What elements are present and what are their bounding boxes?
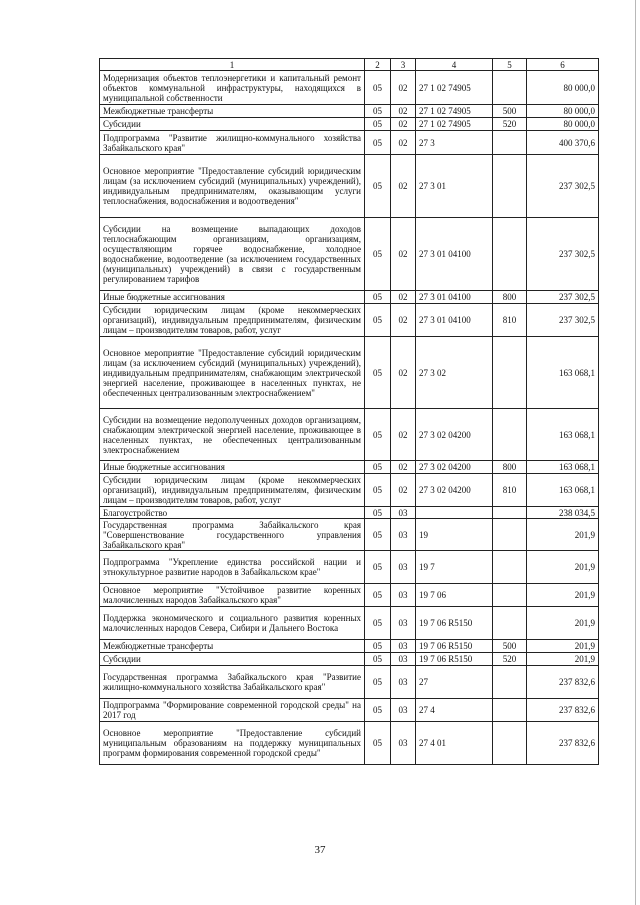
expense-type-cell bbox=[493, 507, 527, 519]
target-article-cell: 27 3 01 bbox=[416, 155, 493, 218]
target-article-cell: 27 1 02 74905 bbox=[416, 118, 493, 131]
table-row bbox=[100, 409, 599, 461]
expense-type-cell bbox=[493, 218, 527, 291]
subsection-cell: 02 bbox=[391, 409, 416, 461]
table-row bbox=[100, 607, 599, 640]
amount-cell: 237 302,5 bbox=[527, 218, 599, 291]
expense-type-cell: 810 bbox=[493, 474, 527, 507]
subsection-cell: 02 bbox=[391, 291, 416, 304]
amount-cell: 201,9 bbox=[527, 653, 599, 666]
subsection-cell: 03 bbox=[391, 640, 416, 653]
chapter-cell: 05 bbox=[365, 519, 391, 551]
subsection-cell: 03 bbox=[391, 666, 416, 699]
name-cell: Межбюджетные трансферты bbox=[100, 105, 365, 118]
header-cell: 5 bbox=[493, 59, 527, 71]
chapter-cell: 05 bbox=[365, 409, 391, 461]
amount-cell: 237 832,6 bbox=[527, 699, 599, 722]
amount-cell: 163 068,1 bbox=[527, 461, 599, 474]
target-article-cell bbox=[416, 507, 493, 519]
chapter-cell: 05 bbox=[365, 218, 391, 291]
name-cell: Субсидии на возмещение выпадающих доходов теплоснабжающим организациям, организациям, осуществляющим горячее водоснабжение, холодное водоснабжение, водоотведение (за исключением государственных (муниципальных) учреждений) в связи с государственным регулированием тарифов bbox=[100, 218, 365, 291]
table-row bbox=[100, 640, 599, 653]
chapter-cell: 05 bbox=[365, 699, 391, 722]
expense-type-cell bbox=[493, 155, 527, 218]
chapter-cell: 05 bbox=[365, 71, 391, 105]
expense-type-cell bbox=[493, 409, 527, 461]
table-row bbox=[100, 722, 599, 765]
subsection-cell: 03 bbox=[391, 699, 416, 722]
name-cell: Основное мероприятие "Предоставление субсидий муниципальным образованиям на поддержку муниципальных программ формирования современной городской среды" bbox=[100, 722, 365, 765]
chapter-cell: 05 bbox=[365, 607, 391, 640]
amount-cell: 237 302,5 bbox=[527, 155, 599, 218]
target-article-cell: 19 7 06 R5150 bbox=[416, 607, 493, 640]
subsection-cell: 03 bbox=[391, 653, 416, 666]
subsection-cell: 02 bbox=[391, 155, 416, 218]
amount-cell: 237 832,6 bbox=[527, 722, 599, 765]
subsection-cell: 02 bbox=[391, 337, 416, 409]
target-article-cell: 27 3 bbox=[416, 131, 493, 155]
chapter-cell: 05 bbox=[365, 291, 391, 304]
amount-cell: 80 000,0 bbox=[527, 71, 599, 105]
chapter-cell: 05 bbox=[365, 474, 391, 507]
chapter-cell: 05 bbox=[365, 551, 391, 584]
table-row bbox=[100, 131, 599, 155]
expense-type-cell: 500 bbox=[493, 105, 527, 118]
target-article-cell: 27 4 bbox=[416, 699, 493, 722]
target-article-cell: 27 3 01 04100 bbox=[416, 304, 493, 337]
chapter-cell: 05 bbox=[365, 722, 391, 765]
header-cell: 6 bbox=[527, 59, 599, 71]
subsection-cell: 03 bbox=[391, 551, 416, 584]
expense-type-cell bbox=[493, 131, 527, 155]
expense-type-cell bbox=[493, 551, 527, 584]
expense-type-cell: 810 bbox=[493, 304, 527, 337]
name-cell: Субсидии юридическим лицам (кроме некоммерческих организаций), индивидуальным предпринимателям, физическим лицам – производителям товаров, работ, услуг bbox=[100, 474, 365, 507]
table-row bbox=[100, 474, 599, 507]
expense-type-cell: 800 bbox=[493, 291, 527, 304]
table-row bbox=[100, 218, 599, 291]
table-row bbox=[100, 507, 599, 519]
target-article-cell: 19 7 06 bbox=[416, 584, 493, 607]
target-article-cell: 27 4 01 bbox=[416, 722, 493, 765]
target-article-cell: 27 3 01 04100 bbox=[416, 291, 493, 304]
name-cell: Субсидии bbox=[100, 118, 365, 131]
table-row bbox=[100, 551, 599, 584]
subsection-cell: 02 bbox=[391, 105, 416, 118]
chapter-cell: 05 bbox=[365, 105, 391, 118]
subsection-cell: 03 bbox=[391, 519, 416, 551]
target-article-cell: 27 3 02 04200 bbox=[416, 461, 493, 474]
target-article-cell: 27 3 02 bbox=[416, 337, 493, 409]
target-article-cell: 19 7 06 R5150 bbox=[416, 653, 493, 666]
amount-cell: 201,9 bbox=[527, 519, 599, 551]
target-article-cell: 27 3 02 04200 bbox=[416, 409, 493, 461]
subsection-cell: 02 bbox=[391, 118, 416, 131]
expense-type-cell bbox=[493, 699, 527, 722]
name-cell: Государственная программа Забайкальского края "Развитие жилищно-коммунального хозяйства Забайкальского края" bbox=[100, 666, 365, 699]
name-cell: Субсидии юридическим лицам (кроме некоммерческих организаций), индивидуальным предпринимателям, физическим лицам – производителям товаров, работ, услуг bbox=[100, 304, 365, 337]
scan-edge-line bbox=[635, 0, 636, 905]
amount-cell: 163 068,1 bbox=[527, 337, 599, 409]
table-row bbox=[100, 519, 599, 551]
table-row bbox=[100, 653, 599, 666]
name-cell: Иные бюджетные ассигнования bbox=[100, 461, 365, 474]
name-cell: Основное мероприятие "Предоставление субсидий юридическим лицам (за исключением субсидий (муниципальных) учреждений), индивидуальным предпринимателям, снабжающим электрической энергией население, проживающее в населенных пунктах, не обеспеченных централизованным электроснабжением" bbox=[100, 337, 365, 409]
name-cell: Подпрограмма "Формирование современной городской среды" на 2017 год bbox=[100, 699, 365, 722]
chapter-cell: 05 bbox=[365, 666, 391, 699]
subsection-cell: 02 bbox=[391, 304, 416, 337]
name-cell: Поддержка экономического и социального развития коренных малочисленных народов Севера, Сибири и Дальнего Востока bbox=[100, 607, 365, 640]
target-article-cell: 27 3 02 04200 bbox=[416, 474, 493, 507]
expense-type-cell bbox=[493, 337, 527, 409]
chapter-cell: 05 bbox=[365, 653, 391, 666]
amount-cell: 237 832,6 bbox=[527, 666, 599, 699]
header-cell: 1 bbox=[100, 59, 365, 71]
page-number: 37 bbox=[314, 844, 326, 856]
chapter-cell: 05 bbox=[365, 337, 391, 409]
amount-cell: 237 302,5 bbox=[527, 304, 599, 337]
name-cell: Государственная программа Забайкальского края "Совершенствование государственного управления Забайкальского края" bbox=[100, 519, 365, 551]
subsection-cell: 02 bbox=[391, 218, 416, 291]
amount-cell: 201,9 bbox=[527, 640, 599, 653]
name-cell: Модернизация объектов теплоэнергетики и капитальный ремонт объектов коммунальной инфраструктуры, находящихся в муниципальной собственности bbox=[100, 71, 365, 105]
table-row bbox=[100, 304, 599, 337]
header-cell: 3 bbox=[391, 59, 416, 71]
chapter-cell: 05 bbox=[365, 507, 391, 519]
target-article-cell: 27 1 02 74905 bbox=[416, 105, 493, 118]
chapter-cell: 05 bbox=[365, 584, 391, 607]
target-article-cell: 19 7 06 R5150 bbox=[416, 640, 493, 653]
expense-type-cell: 520 bbox=[493, 653, 527, 666]
header-cell: 4 bbox=[416, 59, 493, 71]
chapter-cell: 05 bbox=[365, 118, 391, 131]
name-cell: Субсидии bbox=[100, 653, 365, 666]
expense-type-cell bbox=[493, 584, 527, 607]
table-row bbox=[100, 118, 599, 131]
subsection-cell: 03 bbox=[391, 507, 416, 519]
table-row bbox=[100, 71, 599, 105]
expense-type-cell: 520 bbox=[493, 118, 527, 131]
name-cell: Межбюджетные трансферты bbox=[100, 640, 365, 653]
chapter-cell: 05 bbox=[365, 304, 391, 337]
table-row bbox=[100, 337, 599, 409]
subsection-cell: 03 bbox=[391, 722, 416, 765]
amount-cell: 201,9 bbox=[527, 584, 599, 607]
amount-cell: 238 034,5 bbox=[527, 507, 599, 519]
amount-cell: 80 000,0 bbox=[527, 118, 599, 131]
subsection-cell: 02 bbox=[391, 474, 416, 507]
target-article-cell: 27 1 02 74905 bbox=[416, 71, 493, 105]
name-cell: Основное мероприятие "Устойчивое развитие коренных малочисленных народов Забайкальского края" bbox=[100, 584, 365, 607]
header-cell: 2 bbox=[365, 59, 391, 71]
chapter-cell: 05 bbox=[365, 461, 391, 474]
expense-type-cell: 800 bbox=[493, 461, 527, 474]
subsection-cell: 02 bbox=[391, 71, 416, 105]
amount-cell: 201,9 bbox=[527, 607, 599, 640]
expense-type-cell bbox=[493, 71, 527, 105]
table-row bbox=[100, 105, 599, 118]
amount-cell: 80 000,0 bbox=[527, 105, 599, 118]
target-article-cell: 19 bbox=[416, 519, 493, 551]
target-article-cell: 19 7 bbox=[416, 551, 493, 584]
expense-type-cell bbox=[493, 607, 527, 640]
table-row bbox=[100, 584, 599, 607]
expense-type-cell bbox=[493, 666, 527, 699]
target-article-cell: 27 3 01 04100 bbox=[416, 218, 493, 291]
name-cell: Благоустройство bbox=[100, 507, 365, 519]
name-cell: Основное мероприятие "Предоставление субсидий юридическим лицам (за исключением субсидий (муниципальных) учреждений), индивидуальным предпринимателям, оказывающим услуги теплоснабжения, водоснабжения и водоотведения" bbox=[100, 155, 365, 218]
subsection-cell: 03 bbox=[391, 584, 416, 607]
name-cell: Субсидии на возмещение недополученных доходов организациям, снабжающим электрической энергией население, проживающее в населенных пунктах, не обеспеченных централизованным электроснабжением bbox=[100, 409, 365, 461]
table-row bbox=[100, 699, 599, 722]
budget-table bbox=[99, 58, 599, 765]
amount-cell: 163 068,1 bbox=[527, 409, 599, 461]
name-cell: Подпрограмма "Укрепление единства российской нации и этнокультурное развитие народов в Забайкальском крае" bbox=[100, 551, 365, 584]
name-cell: Подпрограмма "Развитие жилищно-коммунального хозяйства Забайкальского края" bbox=[100, 131, 365, 155]
chapter-cell: 05 bbox=[365, 155, 391, 218]
table-header-row bbox=[100, 59, 599, 71]
table-row bbox=[100, 291, 599, 304]
name-cell: Иные бюджетные ассигнования bbox=[100, 291, 365, 304]
chapter-cell: 05 bbox=[365, 131, 391, 155]
subsection-cell: 02 bbox=[391, 131, 416, 155]
subsection-cell: 02 bbox=[391, 461, 416, 474]
chapter-cell: 05 bbox=[365, 640, 391, 653]
amount-cell: 201,9 bbox=[527, 551, 599, 584]
amount-cell: 400 370,6 bbox=[527, 131, 599, 155]
table-row bbox=[100, 666, 599, 699]
target-article-cell: 27 bbox=[416, 666, 493, 699]
subsection-cell: 03 bbox=[391, 607, 416, 640]
table-row bbox=[100, 155, 599, 218]
amount-cell: 163 068,1 bbox=[527, 474, 599, 507]
amount-cell: 237 302,5 bbox=[527, 291, 599, 304]
expense-type-cell: 500 bbox=[493, 640, 527, 653]
expense-type-cell bbox=[493, 722, 527, 765]
expense-type-cell bbox=[493, 519, 527, 551]
table-row bbox=[100, 461, 599, 474]
